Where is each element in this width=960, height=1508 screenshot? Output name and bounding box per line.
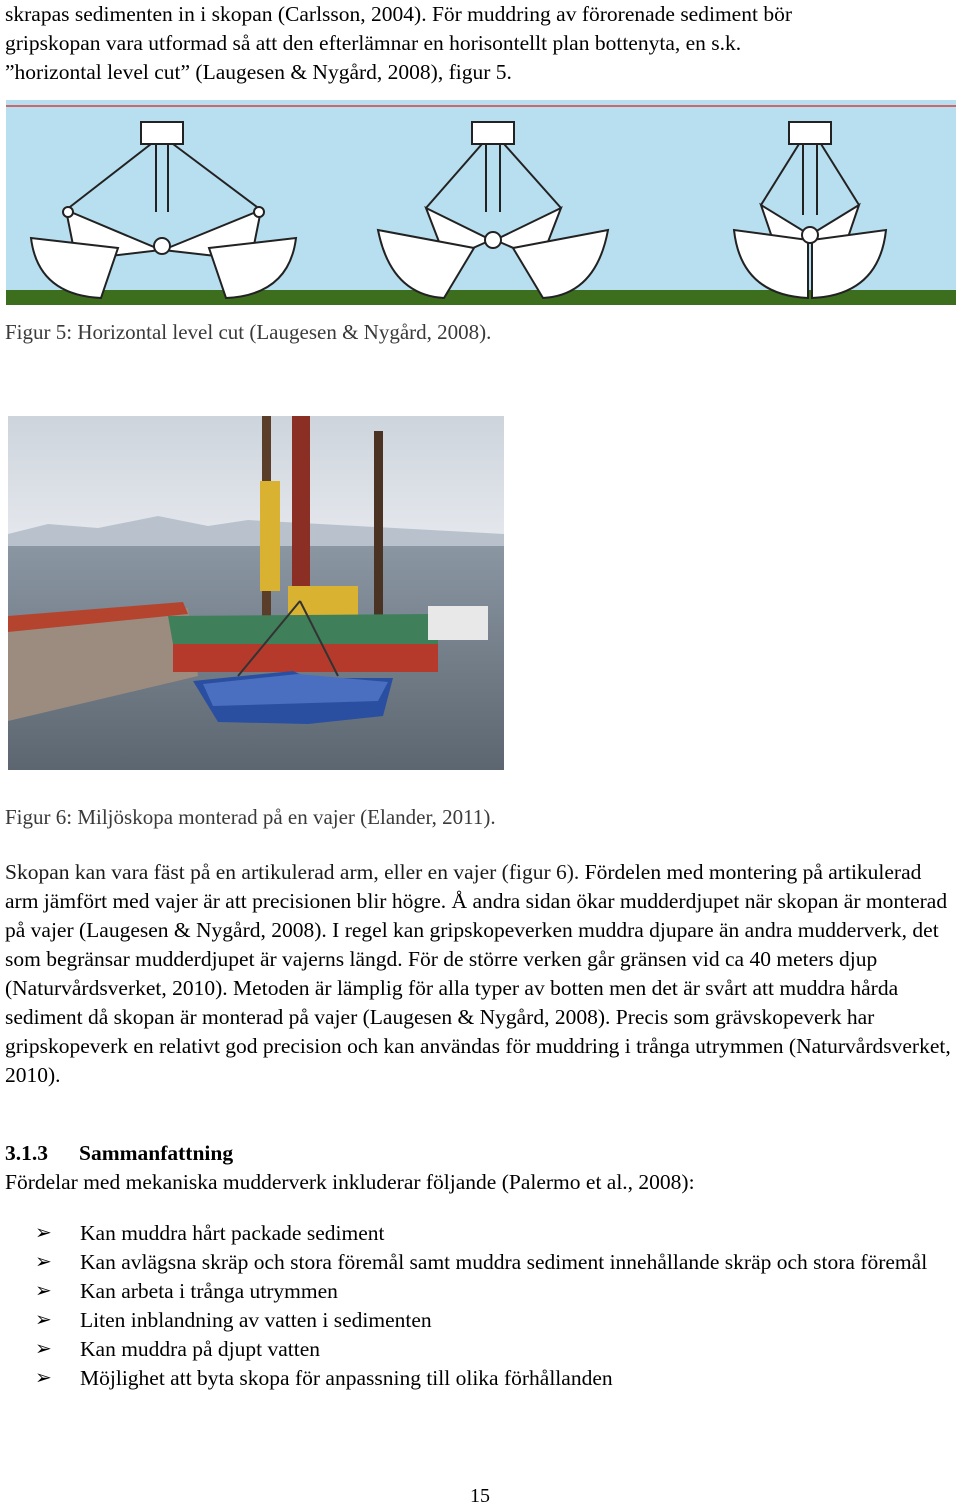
list-item (35, 1306, 950, 1335)
section-lead: Fördelar med mekaniska mudderverk inkluderar följande (Palermo et al., 2008): (5, 1170, 695, 1194)
section-title: Sammanfattning (79, 1141, 234, 1165)
intro-line: gripskopan vara utformad så att den efterlämnar en horisontellt plan bottenyta, en s.k. (5, 31, 742, 55)
arrow-bullet-icon: ➢ (35, 1309, 52, 1331)
service-boat (428, 606, 488, 640)
list-item-text: Kan arbeta i trånga utrymmen (80, 1279, 338, 1303)
body-sentences: Fördelen med montering på artikulerad arm jämfört med vajer är att precisionen blir högre. Å andra sidan ökar mudderdjupet när skopan är monterad på vajer (Laugesen & Nygård, 2008). I regel kan gripskopeverken muddra djupare än andra mudderverk, det som begränsar mudderdjupet är vajerns längd. För de större verken går gränsen vid ca 40 meters djup (Naturvårdsverket, 2010). Metoden är lämplig för alla typer av botten men det är svårt att muddra hårda sediment då skopan är monterad på vajer (Laugesen & Nygård, 2008). Precis som grävskopeverk har gripskopeverk en relativt god precision och kan användas för muddring i trånga utrymmen (Naturvårdsverket, 2010). (5, 860, 951, 1087)
intro-line: skrapas sedimenten in i skopan (Carlsson, 2004). För muddring av förorenade sediment bör (5, 2, 792, 26)
figure-6-photo (8, 416, 504, 770)
section-number: 3.1.3 (5, 1141, 48, 1165)
spud-pole-right (374, 431, 383, 626)
figure-6-caption: Figur 6: Miljöskopa monterad på en vajer (Elander, 2011). (5, 805, 496, 829)
page-number: 15 (470, 1485, 490, 1507)
arrow-bullet-icon: ➢ (35, 1280, 52, 1302)
arrow-bullet-icon: ➢ (35, 1222, 52, 1244)
crane-boom (292, 416, 310, 601)
arrow-bullet-icon: ➢ (35, 1367, 52, 1389)
barge-main-hull (173, 644, 438, 672)
arrow-bullet-icon: ➢ (35, 1338, 52, 1360)
body-sentence-muted: Skopan kan vara fäst på en artikulerad arm, eller en vajer (figur 6). (5, 860, 580, 884)
list-item-text: Kan muddra hårt packade sediment (80, 1221, 385, 1245)
list-item (35, 1277, 950, 1306)
section-heading (5, 1141, 233, 1166)
intro-line: ”horizontal level cut” (Laugesen & Nygård, 2008), figur 5. (5, 60, 512, 84)
list-item (35, 1219, 950, 1248)
list-item-text: Kan muddra på djupt vatten (80, 1337, 321, 1361)
list-item-text: Kan avlägsna skräp och stora föremål samt muddra sediment innehållande skräp och stora föremål (80, 1250, 928, 1274)
list-item-text: Liten inblandning av vatten i sedimenten (80, 1308, 432, 1332)
advantages-list (35, 1219, 950, 1393)
list-item (35, 1335, 950, 1364)
figure-5-caption: Figur 5: Horizontal level cut (Laugesen & Nygård, 2008). (5, 320, 492, 344)
intro-paragraph (5, 0, 955, 87)
figure-5-grab-diagram (6, 100, 956, 305)
list-item (35, 1364, 950, 1393)
list-item (35, 1248, 950, 1277)
list-item-text: Möjlighet att byta skopa för anpassning till olika förhållanden (80, 1366, 613, 1390)
arrow-bullet-icon: ➢ (35, 1251, 52, 1273)
body-paragraph (5, 858, 955, 1090)
excavator-tower (260, 481, 280, 591)
